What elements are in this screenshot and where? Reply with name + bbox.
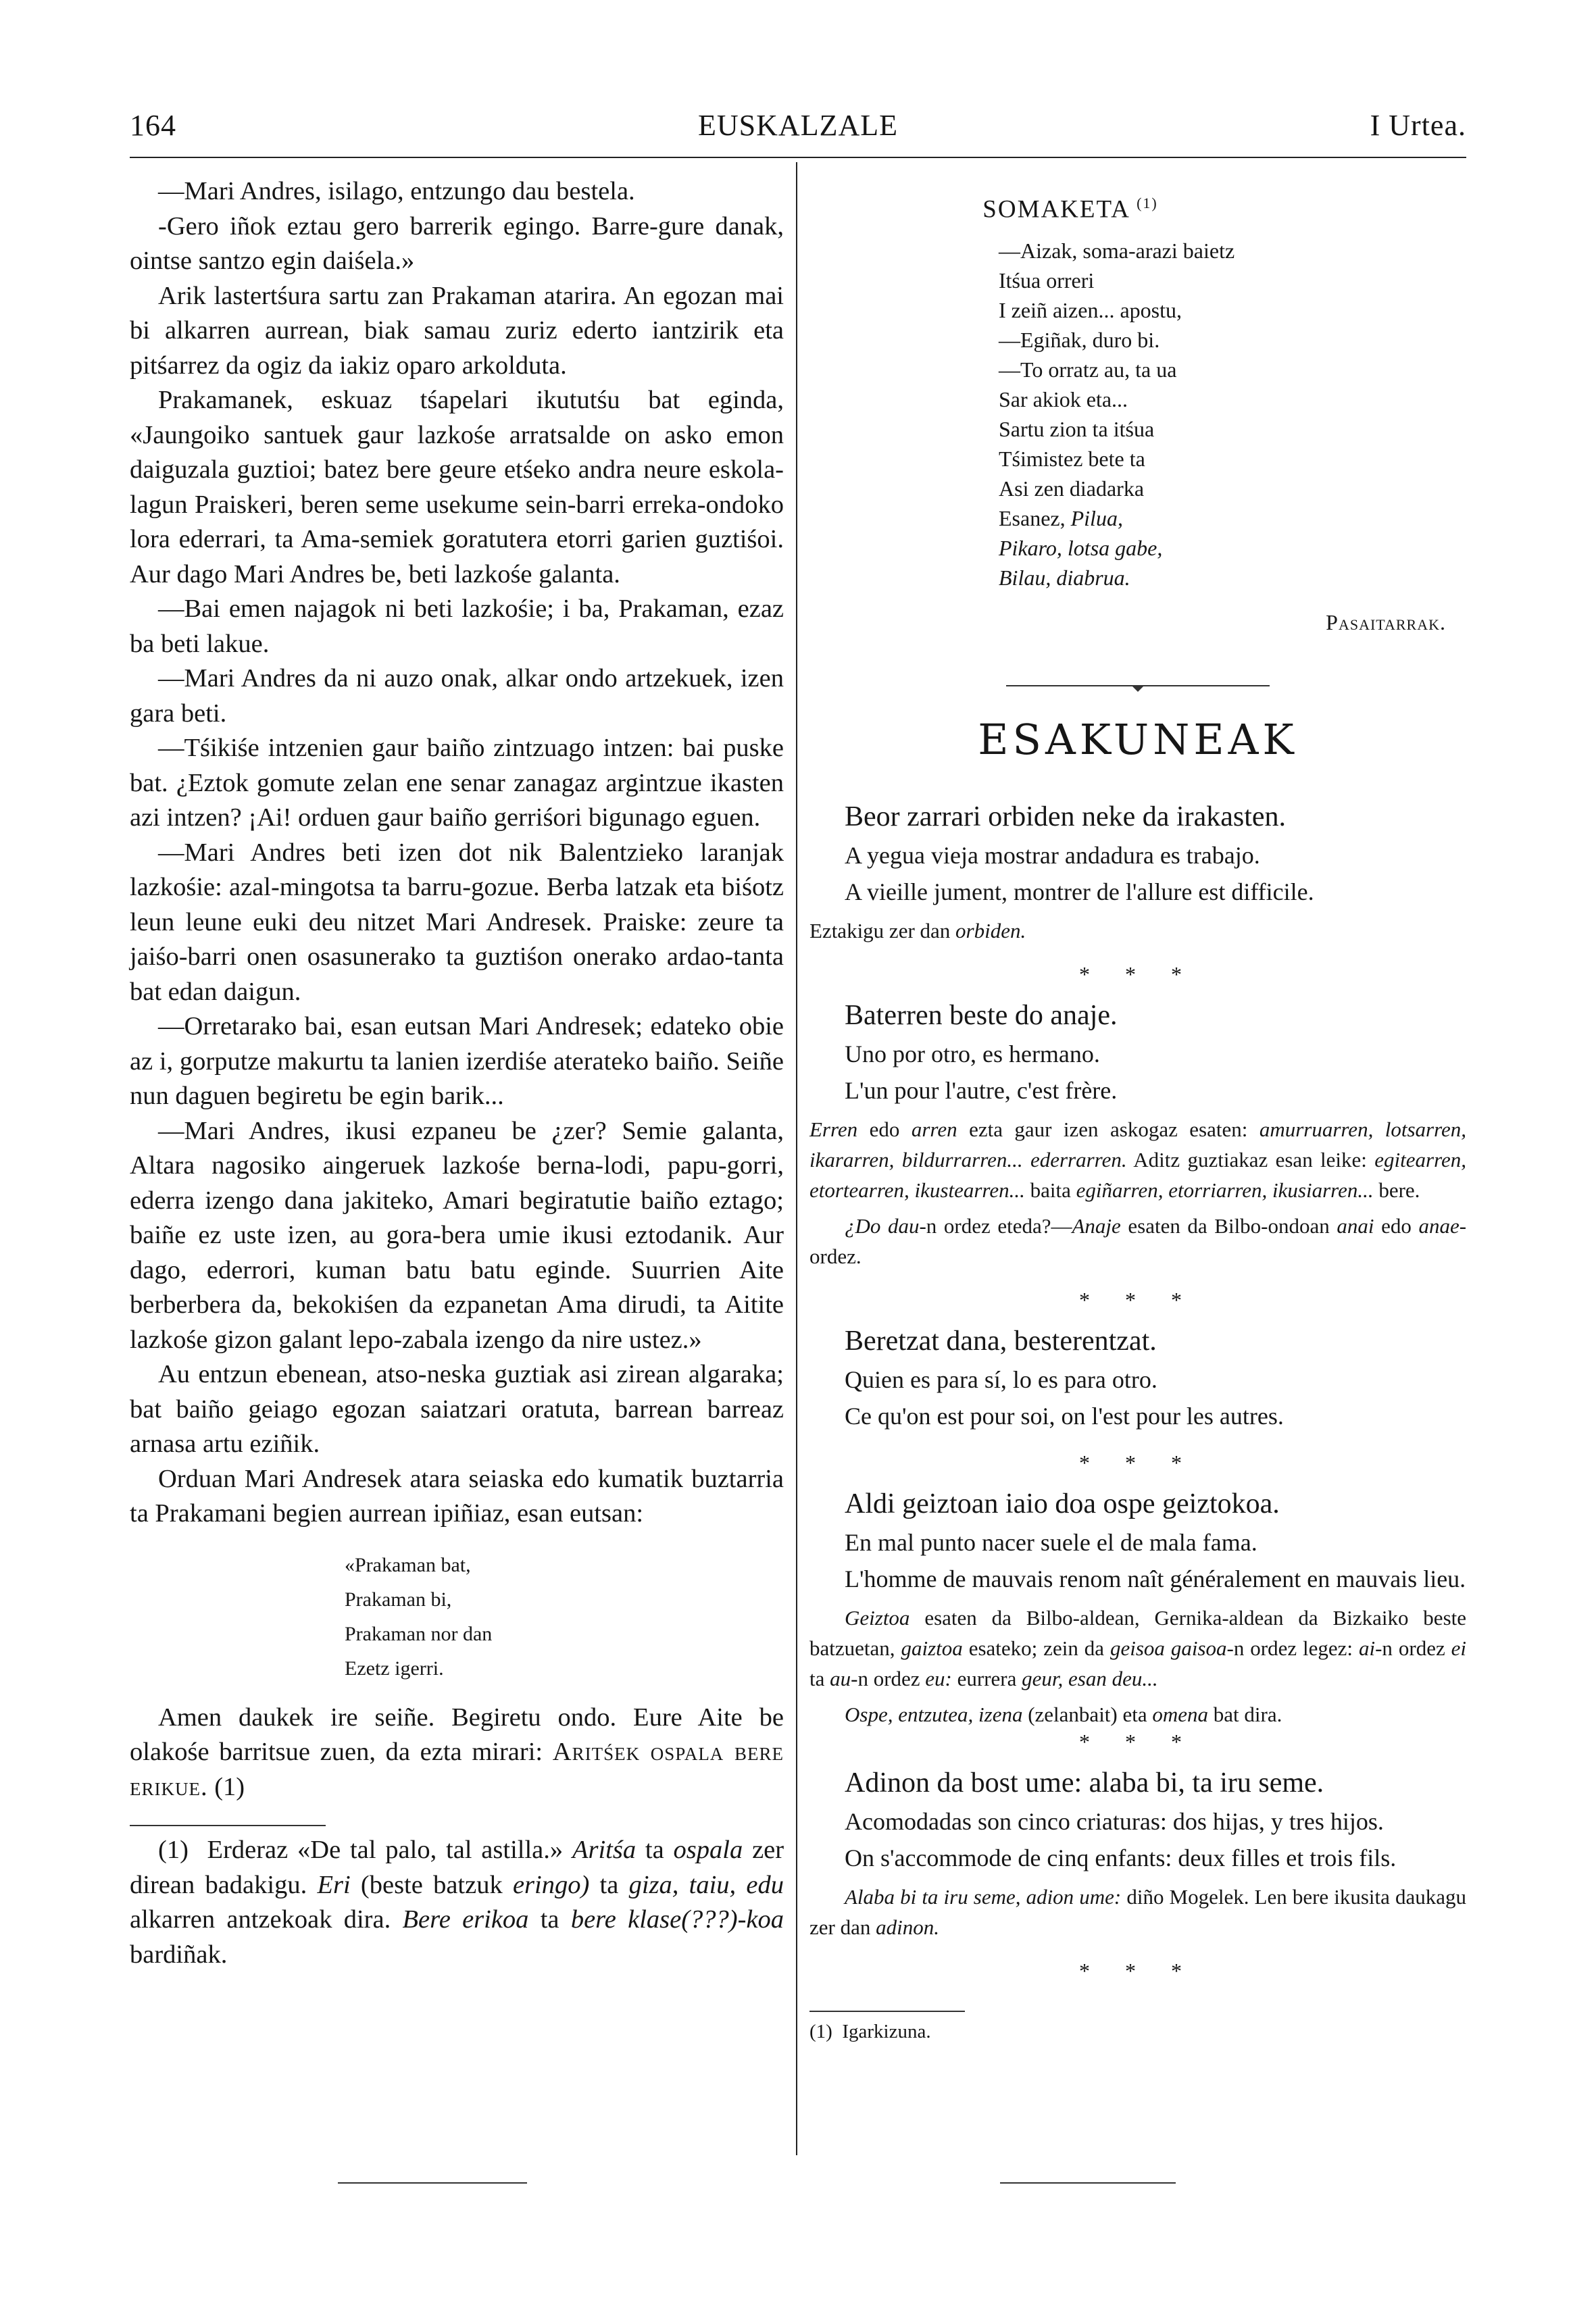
footnote-rule xyxy=(130,1825,326,1826)
poem-line: Asi zen diadarka xyxy=(999,476,1145,501)
poem-line: Bilau, diabrua. xyxy=(999,565,1130,590)
proverb-french: On s'accommode de cinq enfants: deux filles et trois fils. xyxy=(845,1844,1397,1872)
column-divider xyxy=(796,162,797,2155)
verse-line: Ezetz igerri. xyxy=(345,1657,444,1680)
proverb-note: Ospe, entzutea, izena (zelanbait) eta omena bat dira. xyxy=(845,1703,1282,1727)
footnote: (1) Igarkizuna. xyxy=(809,2021,931,2043)
proverb-spanish: Acomodadas son cinco criaturas: dos hijas, y tres hijos. xyxy=(845,1808,1384,1836)
proverb-spanish: Uno por otro, es hermano. xyxy=(845,1040,1100,1068)
paragraph: —Bai emen najagok ni beti lazkośie; i ba, Prakaman, ezaz ba beti lakue. xyxy=(130,595,784,658)
verse-line: Prakaman nor dan xyxy=(345,1622,493,1645)
paragraph: Orduan Mari Andresek atara seiaska edo kumatik buztarria ta Prakamani begien aurrean ipiñiaz, esan eutsan: xyxy=(130,1464,784,1528)
footnote-rule xyxy=(809,2011,965,2012)
journal-title: EUSKALZALE xyxy=(698,109,898,142)
paragraph: Prakamanek, eskuaz tśapelari ikututśu bat eginda, «Jaungoiko santuek gaur lazkośe arratsalde on asko emon daiguzala guztioi; batez bere geure etśeko andra neure eskola-lagun Praiskeri, beren seme usekume sein-barri erreka-ondoko lora ederrari, ta Ama-semiek goratutera etorri garien guztiśoi. Aur dago Mari Andres be, beti lazkośe galanta. xyxy=(130,386,784,588)
closing-proverb: Aritśek ospala bere erikue. xyxy=(130,1738,784,1801)
paragraph: Arik lastertśura sartu zan Prakaman atarira. An egozan mai bi alkarren aurrean, biak samau zuriz ederto iantzirik eta pitśarrez da ogiz da iakiz oparo arkolduta. xyxy=(130,281,784,380)
footnote-ref: (1) xyxy=(214,1772,245,1801)
closing-paragraph xyxy=(130,1701,784,1805)
stars-divider: * * * xyxy=(1079,962,1197,987)
proverb-basque: Aldi geiztoan iaio doa ospe geiztokoa. xyxy=(845,1488,1280,1520)
poem-line: I zeiñ aizen... apostu, xyxy=(999,298,1182,323)
proverb-note: ¿Do dau-n ordez eteda?—Anaje esaten da Bilbo-ondoan anai edo anae-ordez. xyxy=(809,1214,1467,1269)
left-column xyxy=(130,174,784,1972)
proverb-french: L'homme de mauvais renom naît généralement en mauvais lieu. xyxy=(845,1565,1466,1593)
stars-divider: * * * xyxy=(1079,1288,1197,1313)
poem-line: —To orratz au, ta ua xyxy=(999,357,1177,382)
verse-line: «Prakaman bat, xyxy=(345,1553,471,1576)
proverb-basque: Beor zarrari orbiden neke da irakasten. xyxy=(845,801,1287,833)
poem-author: Pasaitarrak. xyxy=(1326,610,1446,635)
paragraph: —Mari Andres, isilago, entzungo dau bestela. xyxy=(158,177,635,205)
right-column xyxy=(809,174,1466,2044)
poem-line: Pikaro, lotsa gabe, xyxy=(999,536,1163,561)
proverb-french: Ce qu'on est pour soi, on l'est pour les autres. xyxy=(845,1403,1284,1430)
poem-line: Esanez, Pilua, xyxy=(999,506,1123,531)
stars-divider: * * * xyxy=(1079,1959,1197,1984)
poem-line: Sartu zion ta itśua xyxy=(999,417,1155,442)
proverb-note: Geiztoa esaten da Bilbo-aldean, Gernika-aldean da Bizkaiko beste batzuetan, gaiztoa esateko; zein da geisoa gaisoa-n ordez legez: ai-n ordez ei ta au-n ordez eu: eurrera geur, esan deu... xyxy=(809,1606,1467,1691)
ornamental-rule xyxy=(1006,685,1270,686)
footnote: (1) Erderaz «De tal palo, tal astilla.» Aritśa ta ospala zer direan badakigu. Eri (beste batzuk eringo) ta giza, taiu, edu alkarren antzekoak dira. Bere erikoa ta bere klase(???)-koa bardiñak. xyxy=(130,1836,784,1969)
proverb-spanish: Quien es para sí, lo es para otro. xyxy=(845,1366,1157,1394)
proverb-basque: Beretzat dana, besterentzat. xyxy=(845,1326,1157,1357)
stars-divider: * * * xyxy=(1079,1730,1197,1755)
poem-line: Itśua orreri xyxy=(999,268,1095,293)
stars-divider: * * * xyxy=(1079,1451,1197,1476)
poem xyxy=(999,236,1466,593)
year-label: I Urtea. xyxy=(1370,109,1466,142)
paragraph: —Mari Andres, ikusi ezpaneu be ¿zer? Semie galanta, Altara nagosiko aingeruek lazkośe berna-lodi, papu-gorri, ederra izengo dana jakiteko, Amari begiratutie baiño eztago; baiñe ez uste izen, au gora-bera umie ikusi eztodanik. Aur dago, ederrori, kuman batu batu eginde. Suurrien Aite berberbera da, bekokiśen da ezpanetan Ama dirudi, ta Aitite lazkośe gizon galant lepo-zabala izengo da nire ustez.» xyxy=(130,1116,784,1354)
paragraph: —Tśikiśe intzenien gaur baiño zintzuago intzen: bai puske bat. ¿Eztok gomute zelan ene senar zanagaz argintzue ikasten azi intzen? ¡Ai! orduen gaur baiño gerriśori bigunago eguen. xyxy=(130,734,784,832)
paragraph: Au entzun ebenean, atso-neska guztiak asi zirean algaraka; bat baiño geiago egozan saiatzari oratuta, barrean barreaz arnasa artu eziñik. xyxy=(130,1360,784,1458)
poem-line: —Aizak, soma-arazi baietz xyxy=(999,238,1235,263)
proverb-basque: Adinon da bost ume: alaba bi, ta iru seme. xyxy=(845,1767,1324,1799)
proverb-basque: Baterren beste do anaje. xyxy=(845,1000,1118,1032)
quoted-verse xyxy=(345,1548,784,1686)
paragraph: —Mari Andres beti izen dot nik Balentzieko laranjak lazkośie: azal-mingotsa ta barru-gozue. Berba latzak eta biśotz leun leune euki deu nitzet Mari Andresek. Praiske: zeure ta jaiśo-barri onen osasunerako ta guztiśon onerako ardao-tanta bat edan daigun. xyxy=(130,838,784,1006)
verse-line: Prakaman bi, xyxy=(345,1588,452,1611)
proverb-note: Erren edo arren ezta gaur izen askogaz esaten: amurruarren, lotsarren, ikararren, bildurrarren... ederrarren. Aditz guztiakaz esan leike: egitearren, etortearren, ikustearren... baita egiñarren, etorriarren, ikusiarren... bere. xyxy=(809,1117,1467,1203)
end-rule-right xyxy=(1000,2182,1176,2184)
closing-text: Amen daukek ire seiñe. Begiretu ondo. Eure Aite be olakośe barritsue zuen, da ezta mirari: xyxy=(130,1703,784,1766)
paragraph: -Gero iñok eztau gero barrerik egingo. Barre-gure danak, ointse santzo egin daiśela.» xyxy=(130,211,784,275)
page-number: 164 xyxy=(130,109,176,142)
proverb-note: Alaba bi ta iru seme, adion ume: diño Mogelek. Len bere ikusita daukagu zer dan adinon. xyxy=(809,1885,1467,1940)
poem-line: Sar akiok eta... xyxy=(999,387,1128,412)
poem-line: Tśimistez bete ta xyxy=(999,447,1145,472)
running-header xyxy=(130,108,1466,149)
end-rule-left xyxy=(338,2182,527,2184)
proverb-note: Eztakigu zer dan orbiden. xyxy=(809,919,1026,943)
header-rule xyxy=(130,157,1466,158)
paragraph: —Mari Andres da ni auzo onak, alkar ondo artzekuek, izen gara beti. xyxy=(130,664,784,728)
proverb-spanish: En mal punto nacer suele el de mala fama. xyxy=(845,1529,1257,1557)
proverb-spanish: A yegua vieja mostrar andadura es trabajo. xyxy=(845,842,1260,870)
poem-title: SOMAKETA $^{(1)}$ xyxy=(982,195,1158,224)
proverb-french: A vieille jument, montrer de l'allure est difficile. xyxy=(845,878,1314,906)
section-title: ESAKUNEAK xyxy=(978,715,1298,765)
paragraph: —Orretarako bai, esan eutsan Mari Andresek; edateko obie az i, gorputze makurtu ta lanien izerdiśe aterateko baiño. Seiñe nun daguen begiretu be egin barik... xyxy=(130,1012,784,1110)
poem-line: —Egiñak, duro bi. xyxy=(999,328,1160,353)
proverb-french: L'un pour l'autre, c'est frère. xyxy=(845,1077,1118,1105)
